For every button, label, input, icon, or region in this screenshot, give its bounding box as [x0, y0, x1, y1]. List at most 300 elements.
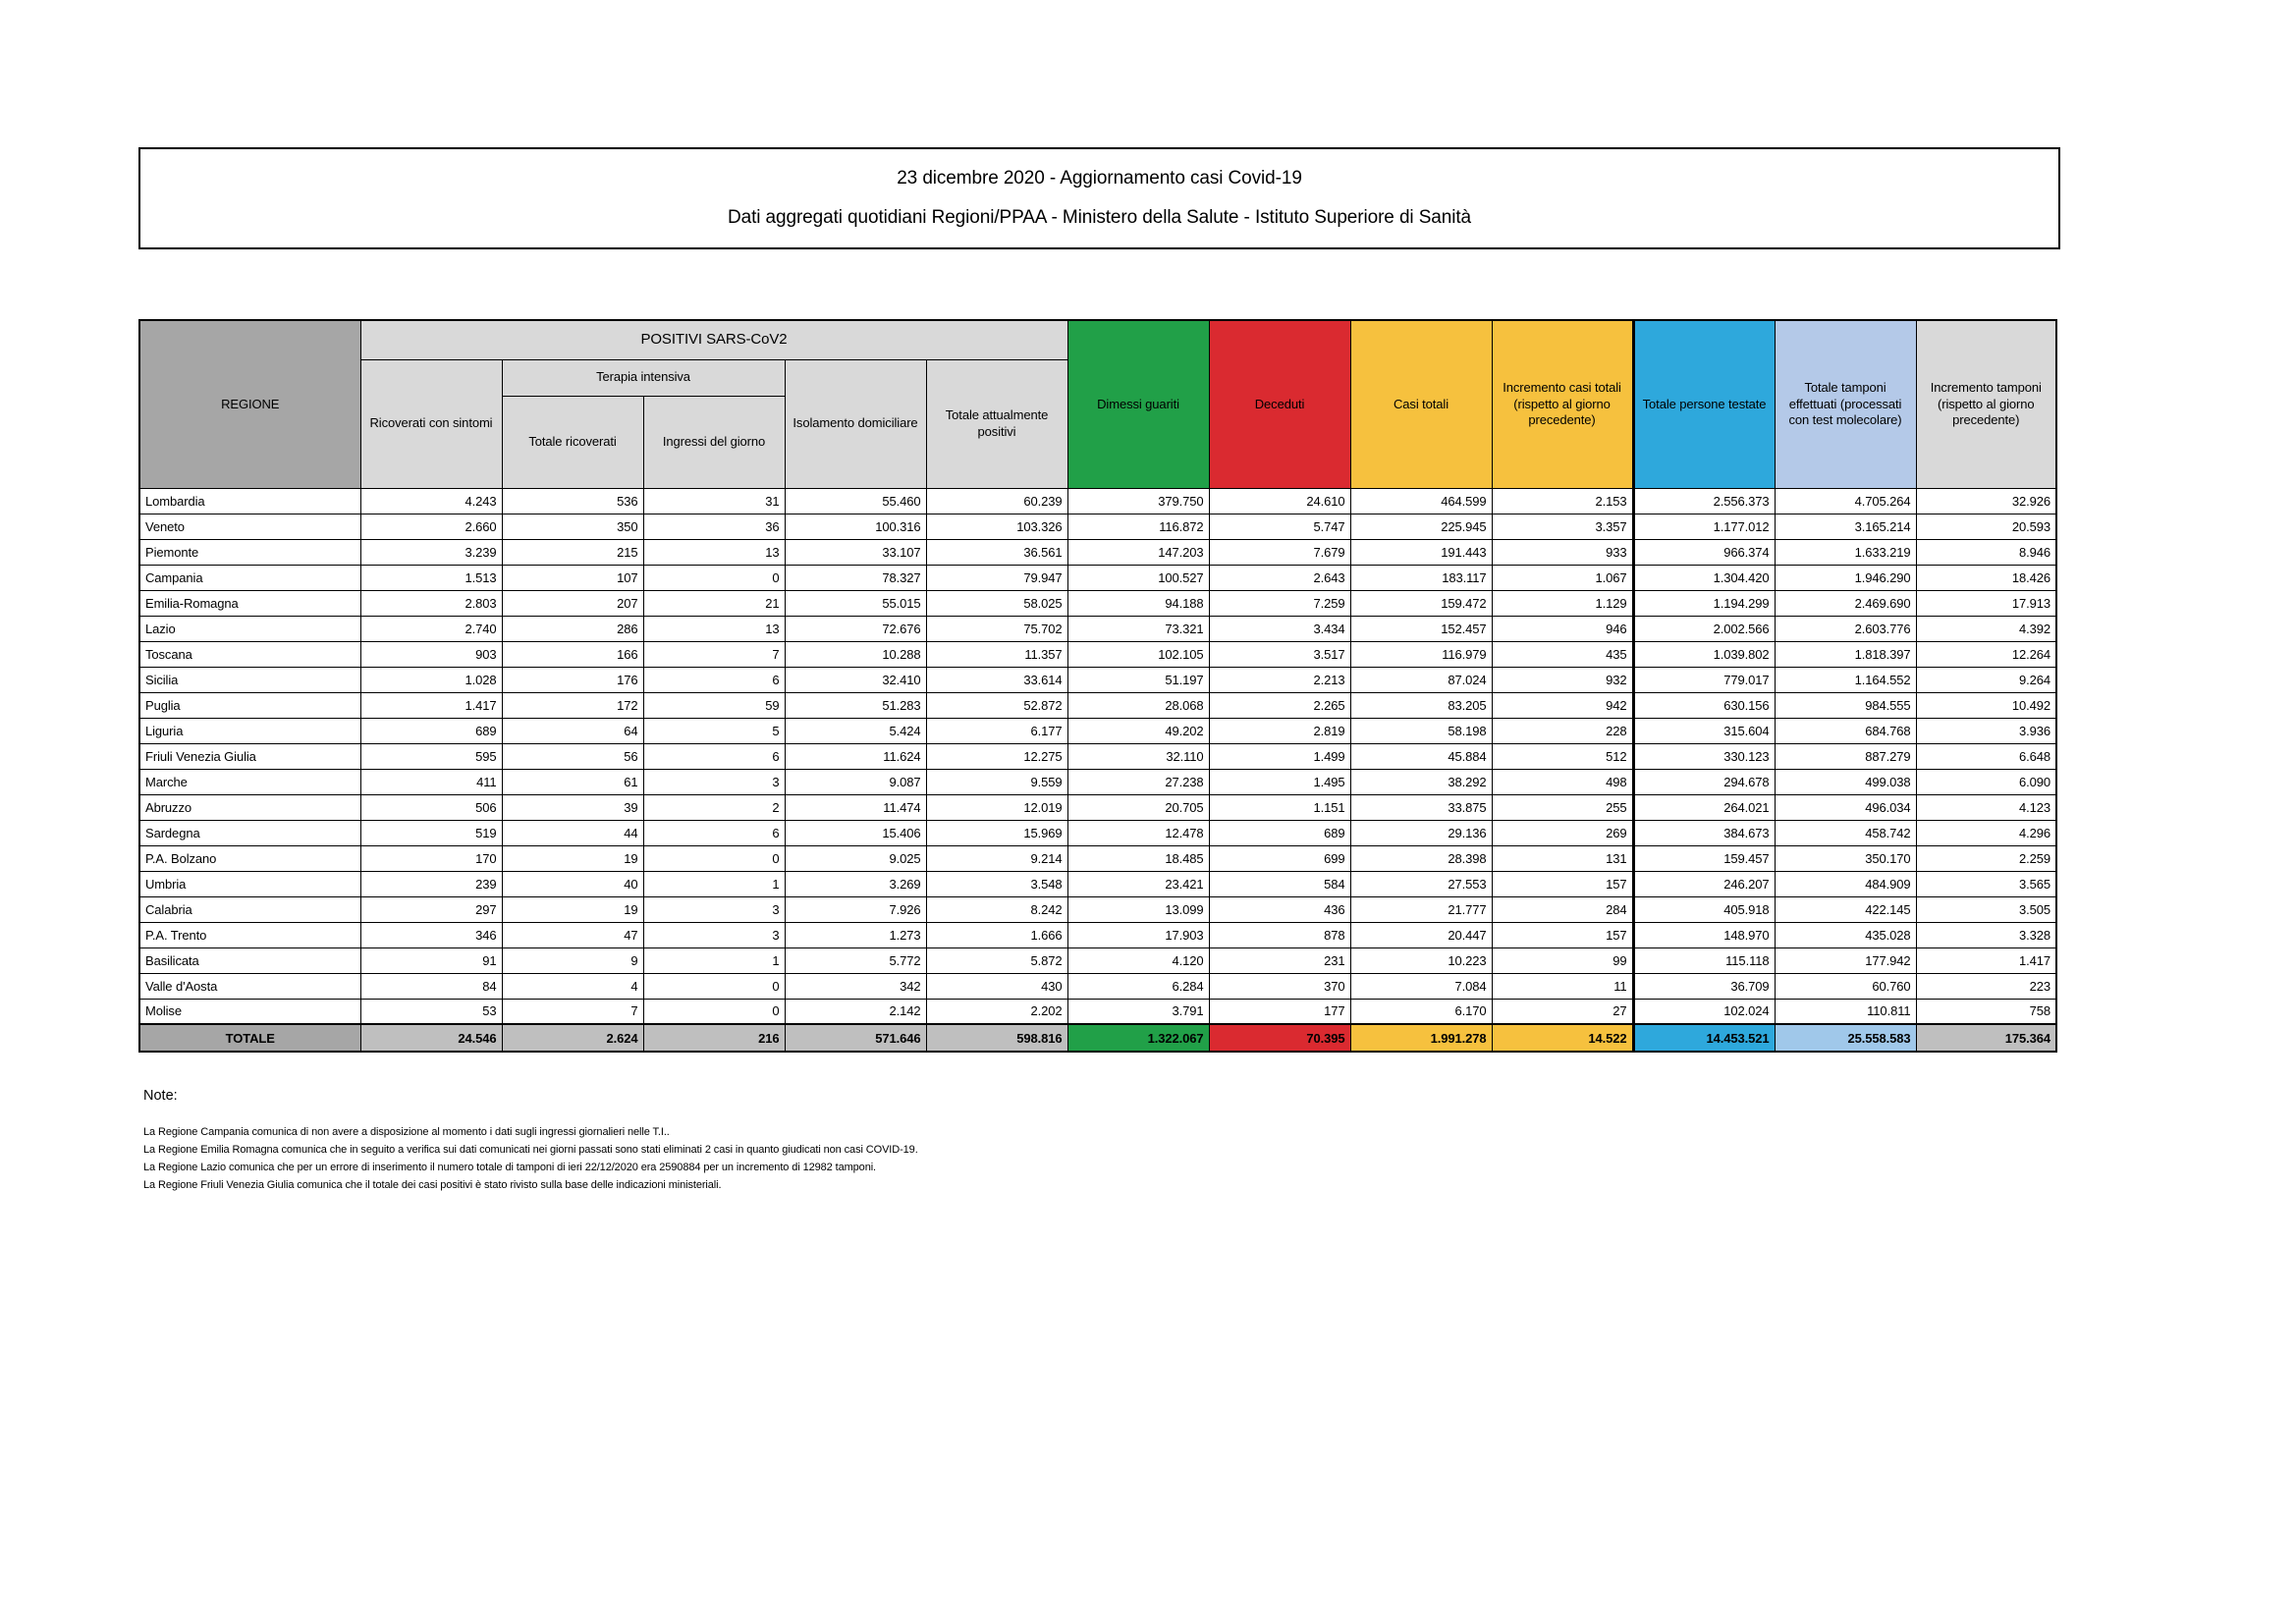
- total-value-cell: 24.546: [360, 1024, 502, 1052]
- value-cell: 84: [360, 973, 502, 999]
- value-cell: 3.565: [1916, 871, 2056, 896]
- value-cell: 1.666: [926, 922, 1067, 947]
- value-cell: 4.296: [1916, 820, 2056, 845]
- value-cell: 75.702: [926, 616, 1067, 641]
- value-cell: 2.803: [360, 590, 502, 616]
- value-cell: 33.875: [1350, 794, 1492, 820]
- region-name-cell: Friuli Venezia Giulia: [139, 743, 360, 769]
- value-cell: 102.024: [1633, 999, 1775, 1024]
- value-cell: 51.283: [785, 692, 926, 718]
- value-cell: 53: [360, 999, 502, 1024]
- value-cell: 932: [1492, 667, 1633, 692]
- column-header-ti-ingressi: Ingressi del giorno: [643, 396, 785, 488]
- value-cell: 4.120: [1067, 947, 1209, 973]
- value-cell: 100.316: [785, 514, 926, 539]
- value-cell: 7: [643, 641, 785, 667]
- value-cell: 3: [643, 922, 785, 947]
- value-cell: 5.424: [785, 718, 926, 743]
- value-cell: 166: [502, 641, 643, 667]
- region-name-cell: Basilicata: [139, 947, 360, 973]
- column-header-ricoverati: Ricoverati con sintomi: [360, 359, 502, 488]
- value-cell: 284: [1492, 896, 1633, 922]
- value-cell: 55.015: [785, 590, 926, 616]
- value-cell: 297: [360, 896, 502, 922]
- value-cell: 177: [1209, 999, 1350, 1024]
- column-header-casi-totali: Casi totali: [1350, 320, 1492, 488]
- value-cell: 215: [502, 539, 643, 565]
- table-row: [139, 871, 2056, 896]
- group-header-terapia-intensiva: Terapia intensiva: [502, 359, 785, 396]
- table-row: [139, 845, 2056, 871]
- total-value-cell: 216: [643, 1024, 785, 1052]
- value-cell: 78.327: [785, 565, 926, 590]
- value-cell: 8.242: [926, 896, 1067, 922]
- value-cell: 484.909: [1775, 871, 1916, 896]
- value-cell: 1: [643, 871, 785, 896]
- value-cell: 436: [1209, 896, 1350, 922]
- value-cell: 231: [1209, 947, 1350, 973]
- value-cell: 1.177.012: [1633, 514, 1775, 539]
- value-cell: 2.603.776: [1775, 616, 1916, 641]
- region-name-cell: Toscana: [139, 641, 360, 667]
- value-cell: 11: [1492, 973, 1633, 999]
- table-row: [139, 820, 2056, 845]
- table-row: [139, 896, 2056, 922]
- value-cell: 7.084: [1350, 973, 1492, 999]
- value-cell: 3.505: [1916, 896, 2056, 922]
- column-header-tamponi: Totale tamponi effettuati (processati con test molecolare): [1775, 320, 1916, 488]
- value-cell: 8.946: [1916, 539, 2056, 565]
- value-cell: 225.945: [1350, 514, 1492, 539]
- value-cell: 3: [643, 769, 785, 794]
- value-cell: 17.903: [1067, 922, 1209, 947]
- table-row: [139, 794, 2056, 820]
- total-row: [139, 1024, 2056, 1052]
- total-value-cell: 70.395: [1209, 1024, 1350, 1052]
- value-cell: 1.129: [1492, 590, 1633, 616]
- value-cell: 379.750: [1067, 488, 1209, 514]
- value-cell: 10.288: [785, 641, 926, 667]
- value-cell: 946: [1492, 616, 1633, 641]
- value-cell: 228: [1492, 718, 1633, 743]
- region-name-cell: Marche: [139, 769, 360, 794]
- value-cell: 207: [502, 590, 643, 616]
- value-cell: 11.357: [926, 641, 1067, 667]
- value-cell: 5.872: [926, 947, 1067, 973]
- value-cell: 595: [360, 743, 502, 769]
- value-cell: 1: [643, 947, 785, 973]
- value-cell: 51.197: [1067, 667, 1209, 692]
- value-cell: 47: [502, 922, 643, 947]
- table-row: [139, 514, 2056, 539]
- value-cell: 6.170: [1350, 999, 1492, 1024]
- value-cell: 116.979: [1350, 641, 1492, 667]
- value-cell: 9.025: [785, 845, 926, 871]
- value-cell: 10.223: [1350, 947, 1492, 973]
- value-cell: 942: [1492, 692, 1633, 718]
- value-cell: 0: [643, 999, 785, 1024]
- value-cell: 49.202: [1067, 718, 1209, 743]
- value-cell: 464.599: [1350, 488, 1492, 514]
- region-name-cell: Umbria: [139, 871, 360, 896]
- value-cell: 3.165.214: [1775, 514, 1916, 539]
- value-cell: 3.269: [785, 871, 926, 896]
- value-cell: 131: [1492, 845, 1633, 871]
- table-row: [139, 565, 2056, 590]
- value-cell: 512: [1492, 743, 1633, 769]
- value-cell: 79.947: [926, 565, 1067, 590]
- value-cell: 12.478: [1067, 820, 1209, 845]
- value-cell: 83.205: [1350, 692, 1492, 718]
- value-cell: 536: [502, 488, 643, 514]
- region-name-cell: Liguria: [139, 718, 360, 743]
- total-label-cell: TOTALE: [139, 1024, 360, 1052]
- value-cell: 255: [1492, 794, 1633, 820]
- value-cell: 99: [1492, 947, 1633, 973]
- value-cell: 32.410: [785, 667, 926, 692]
- total-value-cell: 14.522: [1492, 1024, 1633, 1052]
- value-cell: 94.188: [1067, 590, 1209, 616]
- total-value-cell: 1.322.067: [1067, 1024, 1209, 1052]
- value-cell: 6.090: [1916, 769, 2056, 794]
- value-cell: 342: [785, 973, 926, 999]
- value-cell: 2.259: [1916, 845, 2056, 871]
- group-header-positivi: POSITIVI SARS-CoV2: [360, 320, 1067, 359]
- value-cell: 152.457: [1350, 616, 1492, 641]
- value-cell: 984.555: [1775, 692, 1916, 718]
- table-row: [139, 769, 2056, 794]
- value-cell: 584: [1209, 871, 1350, 896]
- value-cell: 350: [502, 514, 643, 539]
- region-name-cell: Piemonte: [139, 539, 360, 565]
- value-cell: 1.028: [360, 667, 502, 692]
- covid-data-table: [138, 319, 2057, 1053]
- value-cell: 21.777: [1350, 896, 1492, 922]
- value-cell: 435: [1492, 641, 1633, 667]
- value-cell: 6.648: [1916, 743, 2056, 769]
- value-cell: 100.527: [1067, 565, 1209, 590]
- value-cell: 159.472: [1350, 590, 1492, 616]
- value-cell: 27.553: [1350, 871, 1492, 896]
- value-cell: 2.202: [926, 999, 1067, 1024]
- value-cell: 264.021: [1633, 794, 1775, 820]
- value-cell: 246.207: [1633, 871, 1775, 896]
- value-cell: 170: [360, 845, 502, 871]
- value-cell: 9.264: [1916, 667, 2056, 692]
- column-header-ti-totale: Totale ricoverati: [502, 396, 643, 488]
- table-row: [139, 947, 2056, 973]
- value-cell: 286: [502, 616, 643, 641]
- value-cell: 9.087: [785, 769, 926, 794]
- value-cell: 1.151: [1209, 794, 1350, 820]
- value-cell: 13: [643, 539, 785, 565]
- region-name-cell: Molise: [139, 999, 360, 1024]
- value-cell: 20.705: [1067, 794, 1209, 820]
- value-cell: 172: [502, 692, 643, 718]
- value-cell: 115.118: [1633, 947, 1775, 973]
- value-cell: 32.926: [1916, 488, 2056, 514]
- value-cell: 3.791: [1067, 999, 1209, 1024]
- value-cell: 779.017: [1633, 667, 1775, 692]
- value-cell: 3.239: [360, 539, 502, 565]
- value-cell: 496.034: [1775, 794, 1916, 820]
- region-name-cell: Sardegna: [139, 820, 360, 845]
- value-cell: 346: [360, 922, 502, 947]
- value-cell: 19: [502, 896, 643, 922]
- value-cell: 39: [502, 794, 643, 820]
- value-cell: 103.326: [926, 514, 1067, 539]
- value-cell: 18.485: [1067, 845, 1209, 871]
- total-value-cell: 14.453.521: [1633, 1024, 1775, 1052]
- value-cell: 2.142: [785, 999, 926, 1024]
- value-cell: 87.024: [1350, 667, 1492, 692]
- value-cell: 12.275: [926, 743, 1067, 769]
- value-cell: 458.742: [1775, 820, 1916, 845]
- table-row: [139, 692, 2056, 718]
- value-cell: 3: [643, 896, 785, 922]
- value-cell: 2.469.690: [1775, 590, 1916, 616]
- total-value-cell: 598.816: [926, 1024, 1067, 1052]
- value-cell: 6: [643, 820, 785, 845]
- value-cell: 10.492: [1916, 692, 2056, 718]
- value-cell: 1.273: [785, 922, 926, 947]
- value-cell: 73.321: [1067, 616, 1209, 641]
- value-cell: 1.417: [1916, 947, 2056, 973]
- value-cell: 315.604: [1633, 718, 1775, 743]
- value-cell: 15.969: [926, 820, 1067, 845]
- value-cell: 1.194.299: [1633, 590, 1775, 616]
- table-row: [139, 616, 2056, 641]
- value-cell: 4.705.264: [1775, 488, 1916, 514]
- title-box: [138, 147, 2060, 249]
- region-name-cell: P.A. Trento: [139, 922, 360, 947]
- value-cell: 630.156: [1633, 692, 1775, 718]
- value-cell: 107: [502, 565, 643, 590]
- value-cell: 12.019: [926, 794, 1067, 820]
- column-header-deceduti: Deceduti: [1209, 320, 1350, 488]
- value-cell: 1.818.397: [1775, 641, 1916, 667]
- value-cell: 55.460: [785, 488, 926, 514]
- value-cell: 38.292: [1350, 769, 1492, 794]
- value-cell: 27: [1492, 999, 1633, 1024]
- title-line-1: 23 dicembre 2020 - Aggiornamento casi Covid-19: [897, 167, 1302, 189]
- value-cell: 3.357: [1492, 514, 1633, 539]
- region-name-cell: Calabria: [139, 896, 360, 922]
- value-cell: 91: [360, 947, 502, 973]
- region-name-cell: Emilia-Romagna: [139, 590, 360, 616]
- value-cell: 2.153: [1492, 488, 1633, 514]
- value-cell: 159.457: [1633, 845, 1775, 871]
- column-header-isolamento: Isolamento domiciliare: [785, 359, 926, 488]
- table-row: [139, 539, 2056, 565]
- value-cell: 32.110: [1067, 743, 1209, 769]
- value-cell: 2.213: [1209, 667, 1350, 692]
- value-cell: 18.426: [1916, 565, 2056, 590]
- value-cell: 0: [643, 565, 785, 590]
- value-cell: 2.002.566: [1633, 616, 1775, 641]
- value-cell: 1.513: [360, 565, 502, 590]
- value-cell: 4.123: [1916, 794, 2056, 820]
- value-cell: 4.392: [1916, 616, 2056, 641]
- value-cell: 45.884: [1350, 743, 1492, 769]
- value-cell: 3.936: [1916, 718, 2056, 743]
- total-value-cell: 175.364: [1916, 1024, 2056, 1052]
- value-cell: 7.926: [785, 896, 926, 922]
- value-cell: 3.328: [1916, 922, 2056, 947]
- note-line: La Regione Friuli Venezia Giulia comunica che il totale dei casi positivi è stato rivisto sulla base delle indicazioni ministeriali.: [143, 1179, 722, 1191]
- table-row: [139, 718, 2056, 743]
- value-cell: 519: [360, 820, 502, 845]
- value-cell: 6.177: [926, 718, 1067, 743]
- value-cell: 966.374: [1633, 539, 1775, 565]
- value-cell: 29.136: [1350, 820, 1492, 845]
- table-body: [139, 488, 2056, 1052]
- region-name-cell: Lombardia: [139, 488, 360, 514]
- value-cell: 36: [643, 514, 785, 539]
- value-cell: 157: [1492, 871, 1633, 896]
- region-name-cell: Puglia: [139, 692, 360, 718]
- column-header-regione: REGIONE: [139, 320, 360, 488]
- value-cell: 1.164.552: [1775, 667, 1916, 692]
- value-cell: 0: [643, 845, 785, 871]
- value-cell: 60.760: [1775, 973, 1916, 999]
- value-cell: 116.872: [1067, 514, 1209, 539]
- value-cell: 2.265: [1209, 692, 1350, 718]
- region-name-cell: Sicilia: [139, 667, 360, 692]
- value-cell: 58.198: [1350, 718, 1492, 743]
- region-name-cell: P.A. Bolzano: [139, 845, 360, 871]
- notes-heading: Note:: [143, 1088, 178, 1104]
- notes-section: [143, 1088, 2058, 1194]
- value-cell: 147.203: [1067, 539, 1209, 565]
- value-cell: 64: [502, 718, 643, 743]
- value-cell: 758: [1916, 999, 2056, 1024]
- value-cell: 223: [1916, 973, 2056, 999]
- value-cell: 6.284: [1067, 973, 1209, 999]
- value-cell: 4.243: [360, 488, 502, 514]
- value-cell: 3.548: [926, 871, 1067, 896]
- value-cell: 499.038: [1775, 769, 1916, 794]
- value-cell: 2.660: [360, 514, 502, 539]
- region-name-cell: Campania: [139, 565, 360, 590]
- value-cell: 3.517: [1209, 641, 1350, 667]
- value-cell: 59: [643, 692, 785, 718]
- value-cell: 294.678: [1633, 769, 1775, 794]
- value-cell: 24.610: [1209, 488, 1350, 514]
- value-cell: 36.561: [926, 539, 1067, 565]
- value-cell: 61: [502, 769, 643, 794]
- total-value-cell: 571.646: [785, 1024, 926, 1052]
- value-cell: 183.117: [1350, 565, 1492, 590]
- table-row: [139, 667, 2056, 692]
- value-cell: 11.474: [785, 794, 926, 820]
- value-cell: 13: [643, 616, 785, 641]
- table-row: [139, 488, 2056, 514]
- value-cell: 0: [643, 973, 785, 999]
- value-cell: 506: [360, 794, 502, 820]
- note-line: La Regione Emilia Romagna comunica che in seguito a verifica sui dati comunicati nei giorni passati sono stati eliminati 2 casi in quanto giudicati non casi COVID-19.: [143, 1144, 918, 1156]
- value-cell: 5.772: [785, 947, 926, 973]
- table-row: [139, 590, 2056, 616]
- value-cell: 1.499: [1209, 743, 1350, 769]
- value-cell: 56: [502, 743, 643, 769]
- value-cell: 878: [1209, 922, 1350, 947]
- value-cell: 330.123: [1633, 743, 1775, 769]
- value-cell: 699: [1209, 845, 1350, 871]
- value-cell: 933: [1492, 539, 1633, 565]
- column-header-incremento-tamponi: Incremento tamponi (rispetto al giorno precedente): [1916, 320, 2056, 488]
- region-name-cell: Valle d'Aosta: [139, 973, 360, 999]
- value-cell: 191.443: [1350, 539, 1492, 565]
- value-cell: 2.740: [360, 616, 502, 641]
- value-cell: 5: [643, 718, 785, 743]
- value-cell: 13.099: [1067, 896, 1209, 922]
- column-header-totale-positivi: Totale attualmente positivi: [926, 359, 1067, 488]
- value-cell: 44: [502, 820, 643, 845]
- value-cell: 9.559: [926, 769, 1067, 794]
- value-cell: 7: [502, 999, 643, 1024]
- value-cell: 31: [643, 488, 785, 514]
- value-cell: 28.398: [1350, 845, 1492, 871]
- note-line: La Regione Campania comunica di non avere a disposizione al momento i dati sugli ingressi giornalieri nelle T.I..: [143, 1126, 670, 1138]
- value-cell: 887.279: [1775, 743, 1916, 769]
- table-row: [139, 973, 2056, 999]
- value-cell: 1.946.290: [1775, 565, 1916, 590]
- value-cell: 435.028: [1775, 922, 1916, 947]
- value-cell: 2.556.373: [1633, 488, 1775, 514]
- value-cell: 370: [1209, 973, 1350, 999]
- column-header-incremento-casi: Incremento casi totali (rispetto al giorno precedente): [1492, 320, 1633, 488]
- value-cell: 498: [1492, 769, 1633, 794]
- table-row: [139, 999, 2056, 1024]
- value-cell: 58.025: [926, 590, 1067, 616]
- value-cell: 689: [1209, 820, 1350, 845]
- region-name-cell: Abruzzo: [139, 794, 360, 820]
- value-cell: 23.421: [1067, 871, 1209, 896]
- value-cell: 11.624: [785, 743, 926, 769]
- value-cell: 411: [360, 769, 502, 794]
- value-cell: 6: [643, 743, 785, 769]
- value-cell: 269: [1492, 820, 1633, 845]
- value-cell: 19: [502, 845, 643, 871]
- value-cell: 1.417: [360, 692, 502, 718]
- value-cell: 20.447: [1350, 922, 1492, 947]
- value-cell: 903: [360, 641, 502, 667]
- value-cell: 4: [502, 973, 643, 999]
- region-name-cell: Veneto: [139, 514, 360, 539]
- value-cell: 36.709: [1633, 973, 1775, 999]
- value-cell: 1.495: [1209, 769, 1350, 794]
- table-row: [139, 743, 2056, 769]
- title-line-2: Dati aggregati quotidiani Regioni/PPAA - Ministero della Salute - Istituto Superiore di Sanità: [727, 207, 1471, 229]
- value-cell: 7.679: [1209, 539, 1350, 565]
- value-cell: 2: [643, 794, 785, 820]
- value-cell: 3.434: [1209, 616, 1350, 641]
- region-name-cell: Lazio: [139, 616, 360, 641]
- value-cell: 689: [360, 718, 502, 743]
- value-cell: 148.970: [1633, 922, 1775, 947]
- note-line: La Regione Lazio comunica che per un errore di inserimento il numero totale di tamponi di ieri 22/12/2020 era 2590884 per un incremento di 12982 tamponi.: [143, 1162, 877, 1173]
- value-cell: 239: [360, 871, 502, 896]
- value-cell: 9: [502, 947, 643, 973]
- value-cell: 422.145: [1775, 896, 1916, 922]
- value-cell: 9.214: [926, 845, 1067, 871]
- value-cell: 6: [643, 667, 785, 692]
- value-cell: 176: [502, 667, 643, 692]
- value-cell: 1.067: [1492, 565, 1633, 590]
- value-cell: 52.872: [926, 692, 1067, 718]
- value-cell: 28.068: [1067, 692, 1209, 718]
